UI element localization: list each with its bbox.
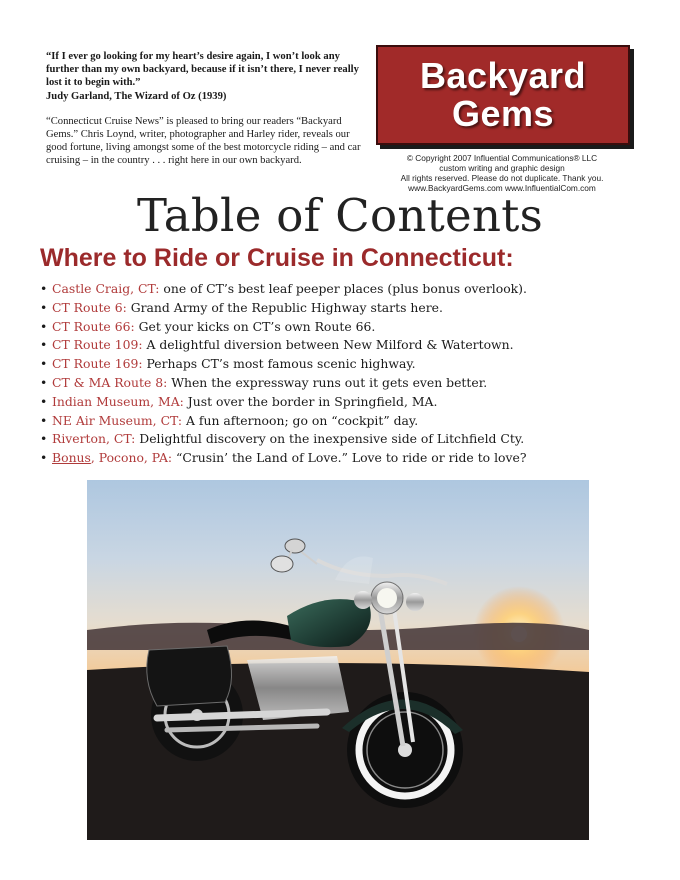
bullet: • <box>40 393 48 409</box>
toc-item-location: Castle Craig, CT: <box>52 281 160 296</box>
page-title: Table of Contents <box>136 189 543 242</box>
toc-item <box>40 336 660 355</box>
bullet: • <box>40 374 48 390</box>
bullet: • <box>40 431 48 447</box>
logo-line-2: Gems <box>451 93 555 134</box>
toc-item-description: Delightful discovery on the inexpensive side of Litchfield Cty. <box>135 431 525 447</box>
bullet: • <box>40 281 48 296</box>
toc-item-location: CT Route 6: <box>52 299 127 315</box>
bonus-link[interactable]: Bonus <box>52 450 91 466</box>
toc-item <box>40 299 660 318</box>
toc-item-location: CT Route 66: <box>52 318 135 334</box>
toc-item-description: Grand Army of the Republic Highway starts here. <box>126 299 443 315</box>
toc-item-location: , Pocono, PA: <box>90 450 173 466</box>
quote-text: “If I ever go looking for my heart’s desire again, I won’t look any further than my own backyard, because if it isn’t there, I never really lost it to begin with.” <box>46 51 359 89</box>
logo-line-1: Backyard <box>419 55 587 96</box>
copyright-line-2: custom writing and graphic design <box>439 163 565 173</box>
motorcycle-sunset-photo <box>87 480 589 840</box>
quote-block <box>46 50 368 168</box>
toc-item-location: CT Route 109: <box>52 337 143 353</box>
toc-item-bonus <box>40 449 660 468</box>
toc-item-location: Riverton, CT: <box>52 431 136 447</box>
copyright-line-3: All rights reserved. Please do not duplicate. Thank you. <box>400 173 604 183</box>
copyright-notice <box>376 153 628 193</box>
toc-item <box>40 393 660 412</box>
bullet: • <box>40 450 48 466</box>
bullet: • <box>40 318 48 334</box>
toc-item-description: A delightful diversion between New Milford & Watertown. <box>142 337 514 353</box>
intro-paragraph: “Connecticut Cruise News” is pleased to bring our readers “Backyard Gems.” Chris Loynd, writer, photographer and Harley rider, reveals our good fortune, living amongst some of the best motorcycle riding – and car cruising – in the country . . . right here in our own backyard. <box>46 115 361 167</box>
toc-item-description: Perhaps CT’s most famous scenic highway. <box>142 356 416 372</box>
toc-subtitle: Where to Ride or Cruise in Connecticut: <box>40 244 514 272</box>
toc-item <box>40 374 660 393</box>
toc-item-description: “Crusin’ the Land of Love.” Love to ride or ride to love? <box>172 450 527 466</box>
toc-item-description: Get your kicks on CT’s own Route 66. <box>134 318 376 334</box>
motorcycle-icon <box>87 480 589 840</box>
toc-item-description: A fun afternoon; go on “cockpit” day. <box>182 412 419 428</box>
bullet: • <box>40 299 48 315</box>
toc-item-location: CT & MA Route 8: <box>52 374 168 390</box>
copyright-line-4: www.BackyardGems.com www.InfluentialCom.com <box>408 183 596 193</box>
toc-item <box>40 280 660 299</box>
toc-item-location: NE Air Museum, CT: <box>52 412 183 428</box>
toc-list <box>40 280 660 468</box>
toc-item-location: CT Route 169: <box>52 356 143 372</box>
toc-item-description: one of CT’s best leaf peeper places (plus bonus overlook). <box>159 281 527 296</box>
bullet: • <box>40 337 48 353</box>
toc-item-location: Indian Museum, MA: <box>52 393 184 409</box>
toc-item <box>40 430 660 449</box>
toc-item <box>40 318 660 337</box>
toc-item-description: When the expressway runs out it gets even better. <box>167 374 488 390</box>
backyard-gems-logo <box>376 45 630 145</box>
toc-item <box>40 412 660 431</box>
toc-item-description: Just over the border in Springfield, MA. <box>183 393 438 409</box>
copyright-line-1: © Copyright 2007 Influential Communications® LLC <box>406 153 598 163</box>
bullet: • <box>40 356 48 372</box>
quote-attribution: Judy Garland, The Wizard of Oz (1939) <box>46 90 227 102</box>
bullet: • <box>40 412 48 428</box>
toc-item <box>40 355 660 374</box>
